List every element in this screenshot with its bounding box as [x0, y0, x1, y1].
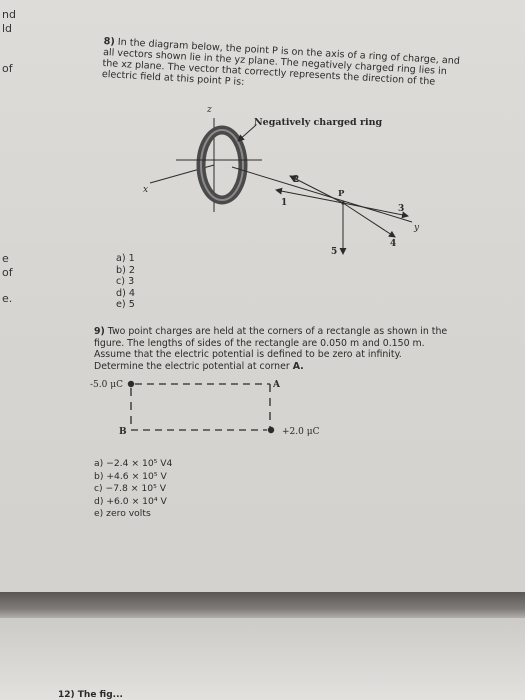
question-9-options: [94, 458, 172, 521]
question-9-number: 9): [94, 326, 105, 337]
margin-fragment: e.: [2, 292, 13, 305]
charge-bottom-right-label: +2.0 μC: [282, 427, 320, 437]
margin-fragment: nd: [2, 8, 16, 21]
charge-bottom-right: [268, 427, 274, 433]
corner-a-label: A: [273, 380, 280, 390]
y-axis-label: y: [414, 223, 420, 233]
vector-1-label: 1: [281, 198, 288, 208]
option-9b[interactable]: b) +4.6 × 10⁵ V: [94, 470, 167, 482]
corner-b-label: B: [119, 427, 127, 437]
option-8e[interactable]: e) 5: [116, 299, 135, 311]
charge-top-left: [128, 381, 134, 387]
vector-3-label: 3: [398, 204, 405, 214]
next-question-fragment: 12) The fig...: [58, 690, 123, 700]
point-p-label: P: [338, 189, 345, 199]
option-9e[interactable]: e) zero volts: [94, 508, 151, 520]
margin-fragment: of: [2, 266, 13, 279]
charge-top-left-label: -5.0 μC: [90, 380, 123, 390]
ring-label: Negatively charged ring: [254, 117, 383, 128]
question-9-body: Two point charges are held at the corners of a rectangle as shown in the figure. The lengths of sides of the rectangle are 0.050 m and 0.150 m. Assume that the electric potential is defined to be zero at infinity. Determine the electric potential at corner: [94, 326, 448, 372]
option-9c[interactable]: c) −7.8 × 10⁵ V: [94, 483, 166, 495]
x-axis-label: x: [143, 185, 149, 195]
question-8-number: 8): [103, 36, 116, 48]
margin-fragment: of: [2, 62, 13, 75]
option-8c[interactable]: c) 3: [116, 276, 135, 288]
margin-fragment: ld: [2, 22, 13, 35]
option-8b[interactable]: b) 2: [116, 264, 135, 276]
option-9a[interactable]: a) −2.4 × 10⁵ V4: [94, 458, 173, 469]
z-axis-label: z: [207, 105, 212, 115]
vector-4-label: 4: [390, 239, 397, 249]
page-gap-shadow: [0, 592, 525, 620]
margin-fragment: e: [2, 252, 9, 265]
vector-2-label: 2: [293, 175, 300, 185]
option-9d[interactable]: d) +6.0 × 10⁴ V: [94, 495, 167, 507]
question-8-body: In the diagram below, the point P is on the axis of a ring of charge, and all vectors shown lie in the yz plane. The negatively charged ring lies in the xz plane. The vector that correctly represents the direction of the electric field at this point P is:: [101, 36, 461, 88]
option-8a[interactable]: a) 1: [116, 253, 135, 264]
next-page: [0, 618, 525, 700]
question-9-corner-ref: A.: [292, 360, 304, 372]
option-8d[interactable]: d) 4: [116, 287, 135, 299]
vector-5-label: 5: [331, 247, 338, 257]
